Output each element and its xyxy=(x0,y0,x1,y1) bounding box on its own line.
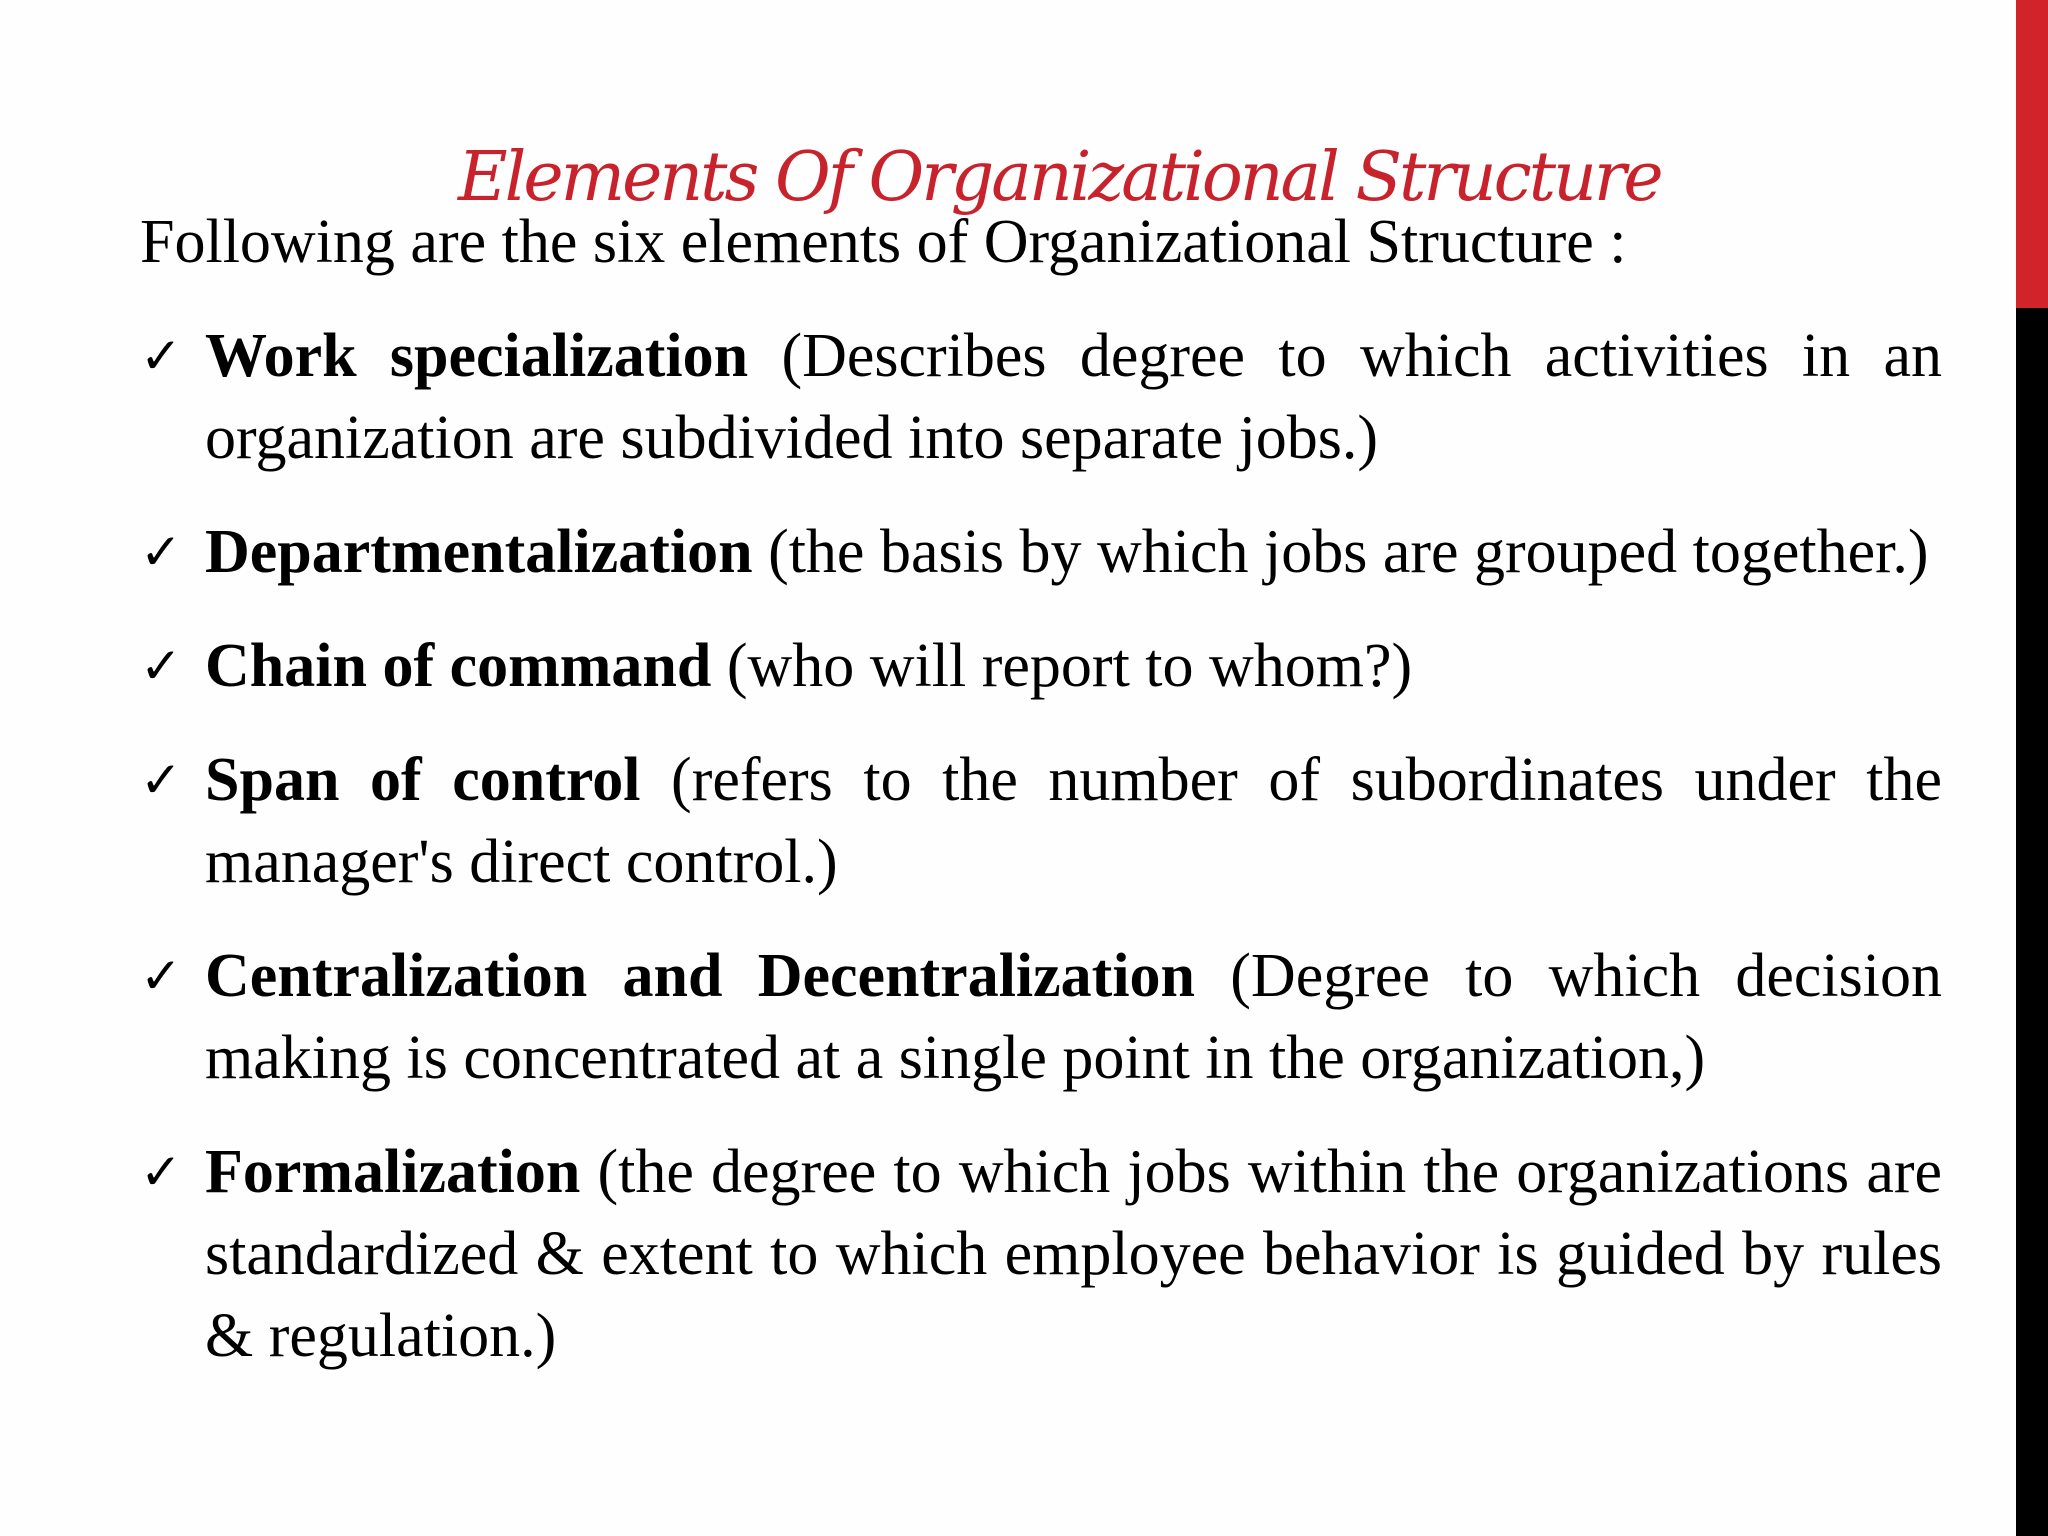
checkmark-icon: ✓ xyxy=(140,751,182,809)
item-description: (who will report to whom?) xyxy=(726,632,1413,700)
list-item xyxy=(140,935,1942,1099)
item-description: (refers to the number of subordinates under the manager's direct control.) xyxy=(205,746,1942,896)
item-term: Formalization xyxy=(205,1138,581,1206)
checkmark-icon: ✓ xyxy=(140,947,182,1005)
element-list xyxy=(140,315,1942,1409)
item-description: (the degree to which jobs within the organizations are standardized & extent to which employee behavior is guided by rules & regulation.) xyxy=(205,1138,1942,1370)
checkmark-icon: ✓ xyxy=(140,327,182,385)
item-term: Chain of command xyxy=(205,632,712,700)
item-term: Work specialization xyxy=(205,322,749,390)
list-item xyxy=(140,625,1942,707)
item-term: Departmentalization xyxy=(205,518,753,586)
list-item xyxy=(140,511,1942,593)
list-item xyxy=(140,1131,1942,1377)
item-term: Centralization and Decentralization xyxy=(205,942,1196,1010)
item-description: (Degree to which decision making is concentrated at a single point in the organization,) xyxy=(205,942,1943,1092)
list-item xyxy=(140,315,1942,479)
item-description: (Describes degree to which activities in an organization are subdivided into separate jobs.) xyxy=(205,322,1943,472)
checkmark-icon: ✓ xyxy=(140,523,182,581)
list-item xyxy=(140,739,1942,903)
item-description: (the basis by which jobs are grouped together.) xyxy=(768,518,1929,586)
intro-text: Following are the six elements of Organizational Structure : xyxy=(140,208,1627,276)
checkmark-icon: ✓ xyxy=(140,1143,182,1201)
slide-title: Elements Of Organizational Structure xyxy=(458,138,1661,217)
accent-bar-red xyxy=(2016,0,2048,308)
item-term: Span of control xyxy=(205,746,641,814)
checkmark-icon: ✓ xyxy=(140,637,182,695)
accent-bar-black xyxy=(2016,308,2048,1536)
